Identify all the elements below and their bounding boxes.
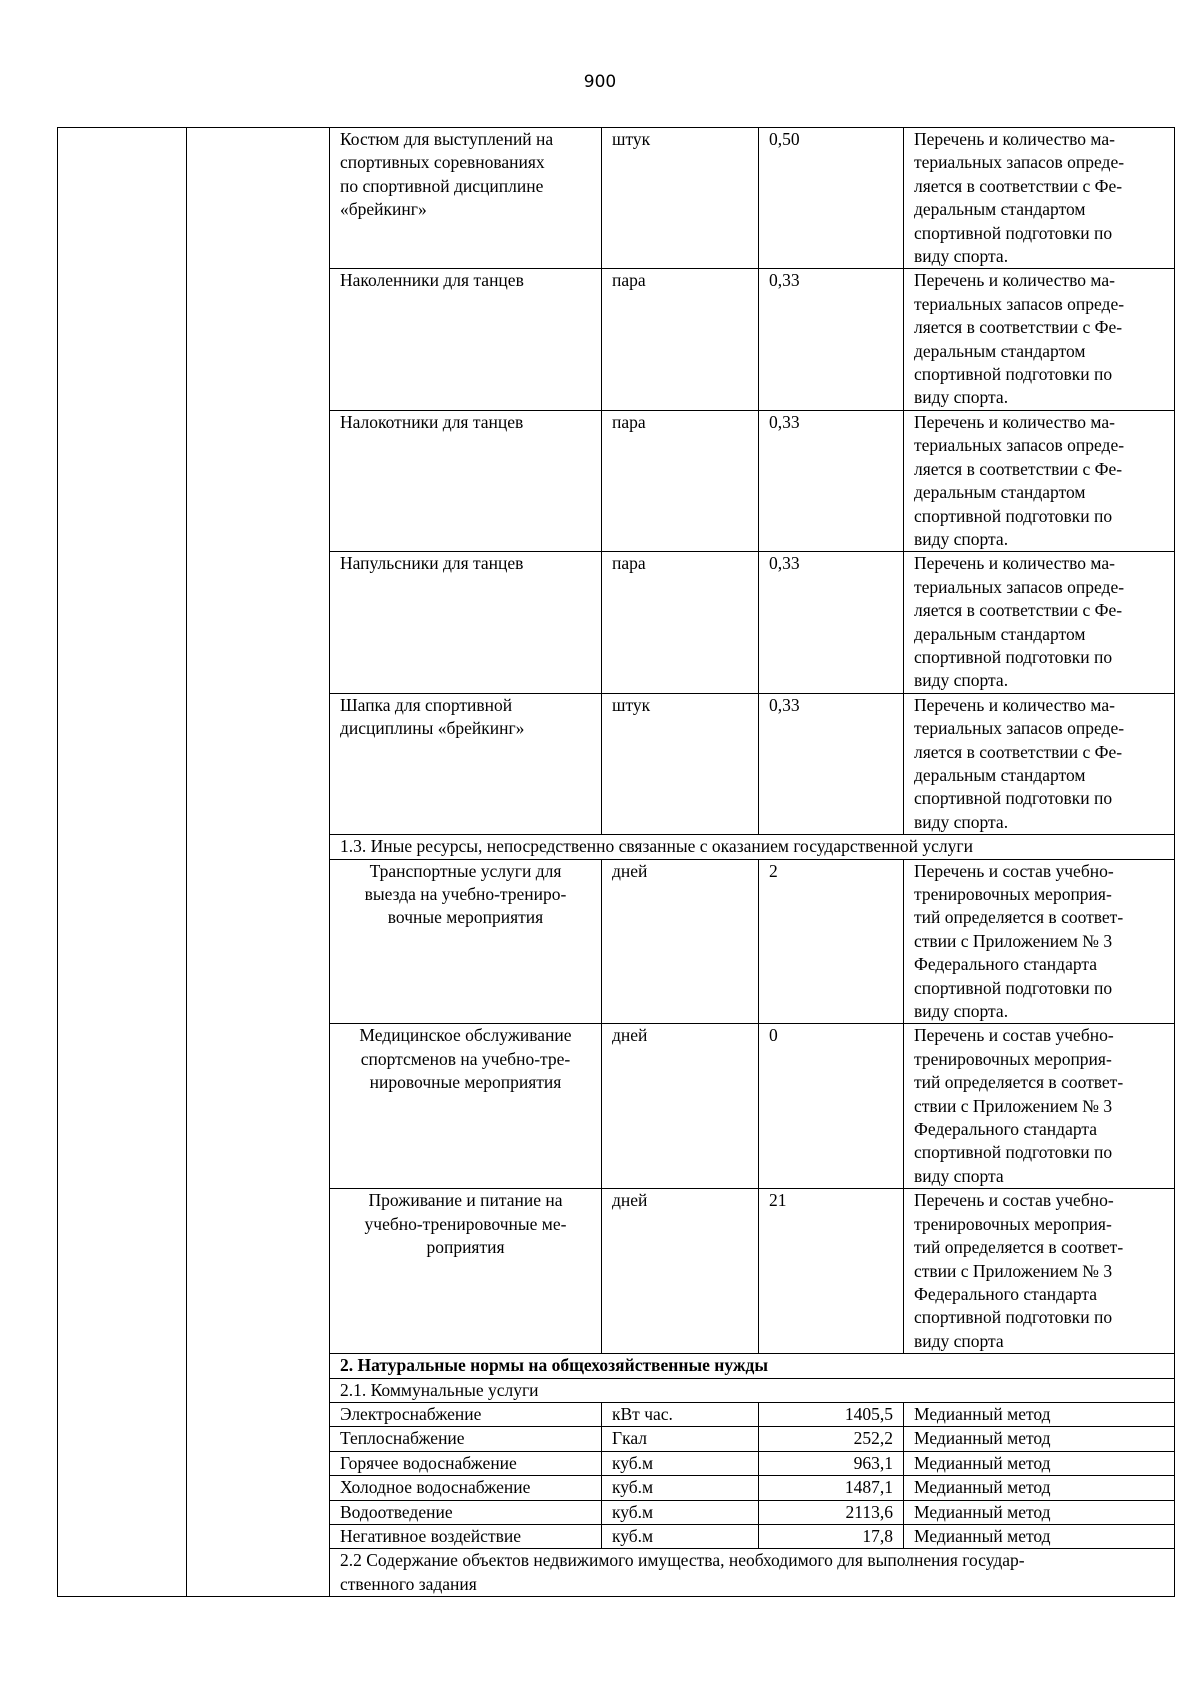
item-qty: 1487,1 (759, 1476, 904, 1500)
item-unit: дней (602, 859, 759, 1024)
item-unit: Гкал (602, 1427, 759, 1451)
item-unit: куб.м (602, 1476, 759, 1500)
item-unit: штук (602, 693, 759, 834)
item-name: Теплоснабжение (330, 1427, 602, 1451)
item-note: Перечень и количество ма- териальных запасов опреде- ляется в соответствии с Фе- деральным стандартом спортивной подготовки по виду спорта. (904, 693, 1175, 834)
item-note: Медианный метод (904, 1427, 1175, 1451)
item-note: Медианный метод (904, 1451, 1175, 1475)
page-number: 900 (583, 72, 617, 92)
item-qty: 2113,6 (759, 1500, 904, 1524)
item-note: Перечень и количество ма- териальных запасов опреде- ляется в соответствии с Фе- деральным стандартом спортивной подготовки по виду спорта. (904, 552, 1175, 693)
item-qty: 0,33 (759, 410, 904, 551)
item-name: Наколенники для танцев (330, 269, 602, 410)
item-qty: 252,2 (759, 1427, 904, 1451)
section-2-1-heading: 2.1. Коммунальные услуги (330, 1378, 1175, 1402)
item-name: Костюм для выступлений на спортивных соревнованиях по спортивной дисциплине «брейкинг» (330, 128, 602, 269)
item-qty: 2 (759, 859, 904, 1024)
item-note: Медианный метод (904, 1402, 1175, 1426)
item-qty: 0,50 (759, 128, 904, 269)
item-name: Медицинское обслуживание спортсменов на учебно-тре- нировочные мероприятия (330, 1024, 602, 1189)
item-qty: 0,33 (759, 552, 904, 693)
item-unit: штук (602, 128, 759, 269)
item-note: Перечень и состав учебно- тренировочных мероприя- тий определяется в соответ- ствии с Приложением № 3 Федерального стандарта спортивной подготовки по виду спорта (904, 1024, 1175, 1189)
item-qty: 0 (759, 1024, 904, 1189)
section-2-heading: 2. Натуральные нормы на общехозяйственные нужды (330, 1354, 1175, 1378)
item-qty: 0,33 (759, 693, 904, 834)
section-1-3-heading: 1.3. Иные ресурсы, непосредственно связанные с оказанием государственной услуги (330, 835, 1175, 859)
item-name: Негативное воздействие (330, 1524, 602, 1548)
item-qty: 0,33 (759, 269, 904, 410)
item-name: Напульсники для танцев (330, 552, 602, 693)
item-qty: 21 (759, 1189, 904, 1354)
item-name: Транспортные услуги для выезда на учебно-трениро- вочные мероприятия (330, 859, 602, 1024)
item-name: Холодное водоснабжение (330, 1476, 602, 1500)
item-unit: кВт час. (602, 1402, 759, 1426)
item-unit: куб.м (602, 1500, 759, 1524)
item-note: Перечень и состав учебно- тренировочных мероприя- тий определяется в соответ- ствии с Приложением № 3 Федерального стандарта спортивной подготовки по виду спорта. (904, 859, 1175, 1024)
item-name: Шапка для спортивной дисциплины «брейкинг» (330, 693, 602, 834)
norms-table (57, 127, 1175, 1597)
item-name: Проживание и питание на учебно-тренировочные ме- роприятия (330, 1189, 602, 1354)
item-unit: пара (602, 410, 759, 551)
item-unit: пара (602, 269, 759, 410)
item-note: Перечень и состав учебно- тренировочных мероприя- тий определяется в соответ- ствии с Приложением № 3 Федерального стандарта спортивной подготовки по виду спорта (904, 1189, 1175, 1354)
table-row (58, 128, 1175, 269)
item-note: Перечень и количество ма- териальных запасов опреде- ляется в соответствии с Фе- деральным стандартом спортивной подготовки по виду спорта. (904, 410, 1175, 551)
item-unit: пара (602, 552, 759, 693)
item-unit: куб.м (602, 1524, 759, 1548)
item-name: Налокотники для танцев (330, 410, 602, 551)
item-name: Водоотведение (330, 1500, 602, 1524)
item-note: Перечень и количество ма- териальных запасов опреде- ляется в соответствии с Фе- деральным стандартом спортивной подготовки по виду спорта. (904, 269, 1175, 410)
section-2-2-heading: 2.2 Содержание объектов недвижимого имущества, необходимого для выполнения государ- ственного задания (330, 1549, 1175, 1597)
item-unit: дней (602, 1024, 759, 1189)
item-qty: 963,1 (759, 1451, 904, 1475)
empty-column-2 (187, 128, 330, 1597)
item-note: Перечень и количество ма- териальных запасов опреде- ляется в соответствии с Фе- деральным стандартом спортивной подготовки по виду спорта. (904, 128, 1175, 269)
item-note: Медианный метод (904, 1524, 1175, 1548)
empty-column-1 (58, 128, 187, 1597)
item-name: Электроснабжение (330, 1402, 602, 1426)
item-note: Медианный метод (904, 1500, 1175, 1524)
item-name: Горячее водоснабжение (330, 1451, 602, 1475)
item-note: Медианный метод (904, 1476, 1175, 1500)
item-unit: дней (602, 1189, 759, 1354)
item-unit: куб.м (602, 1451, 759, 1475)
item-qty: 17,8 (759, 1524, 904, 1548)
item-qty: 1405,5 (759, 1402, 904, 1426)
